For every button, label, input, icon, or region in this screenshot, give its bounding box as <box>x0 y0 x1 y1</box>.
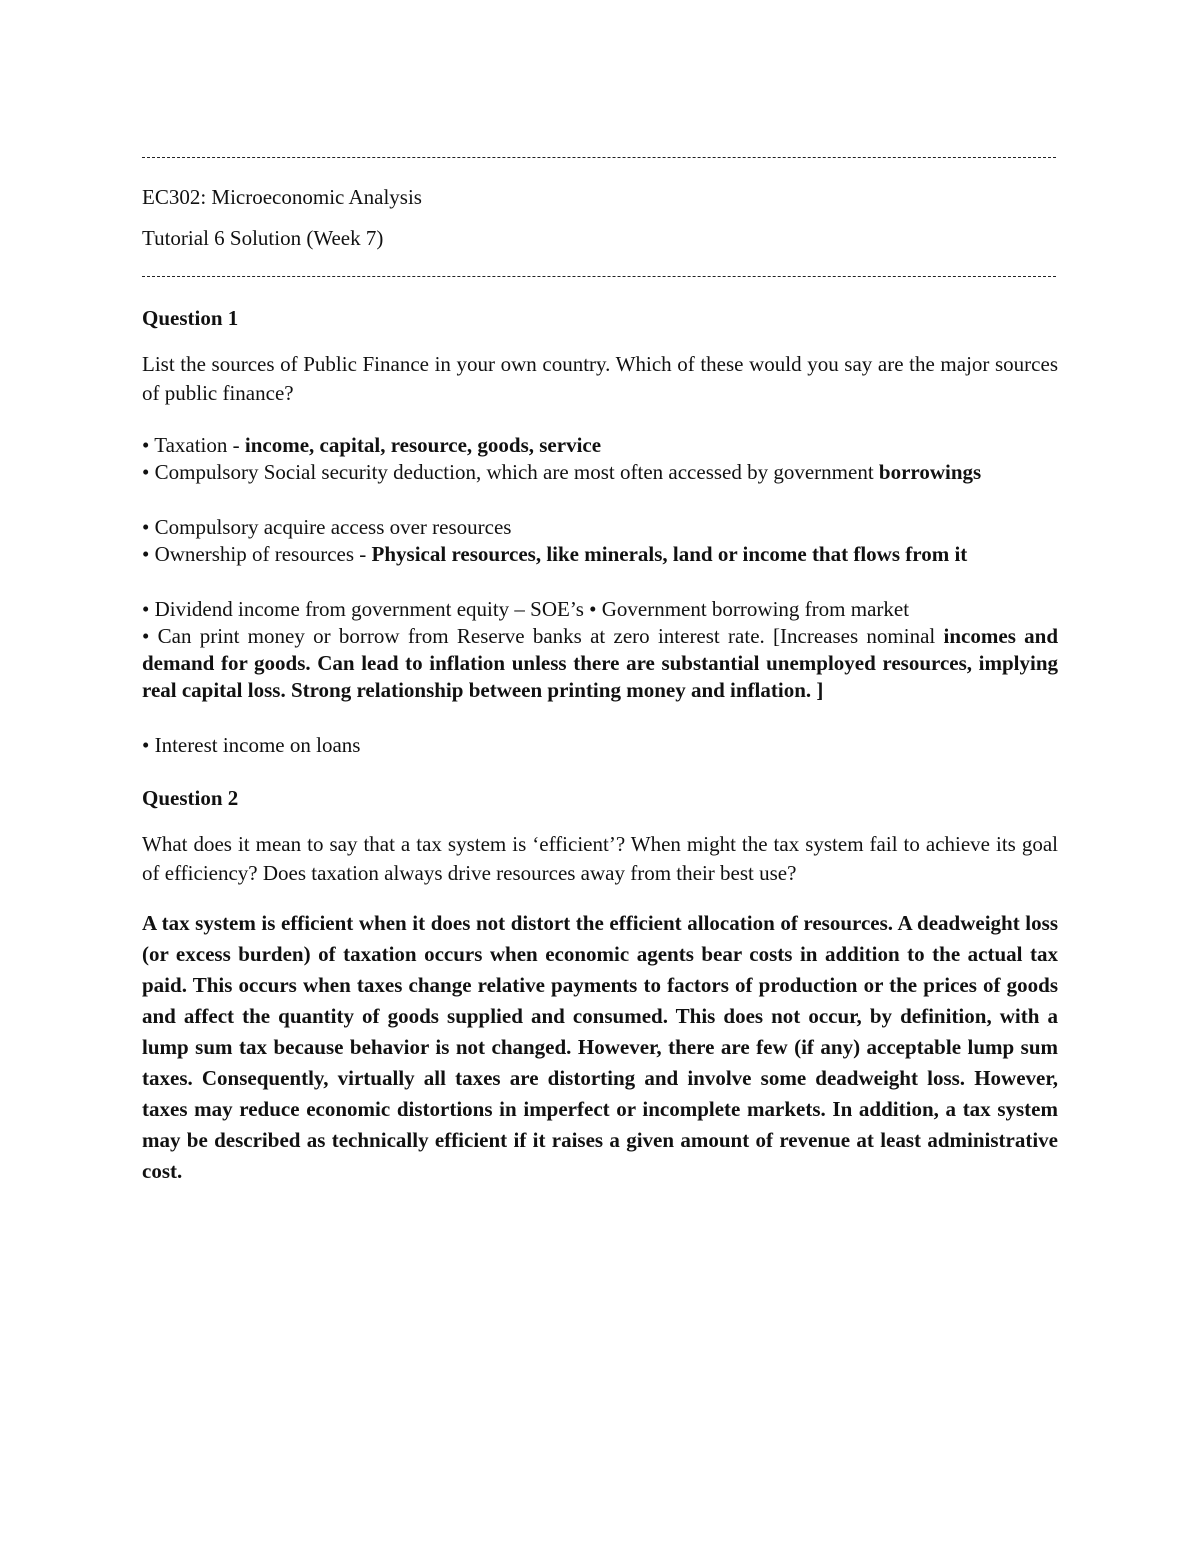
bottom-dashed-divider <box>142 276 1056 277</box>
question-2-answer: A tax system is efficient when it does not distort the efficient allocation of resources. A deadweight loss (or excess burden) of taxation occurs when economic agents bear costs in addition to the actual tax paid. This occurs when taxes change relative payments to factors of production or the prices of goods and affect the quantity of goods supplied and consumed. This does not occur, by definition, with a lump sum tax because behavior is not changed. However, there are few (if any) acceptable lump sum taxes. Consequently, virtually all taxes are distorting and involve some deadweight loss. However, taxes may reduce economic distortions in imperfect or incomplete markets. In addition, a tax system may be described as technically efficient if it raises a given amount of revenue at least administrative cost. <box>142 911 1058 1183</box>
list-item-lead: • Taxation - <box>142 433 245 457</box>
list-item-detail: income, capital, resource, goods, service <box>244 433 602 457</box>
list-item <box>142 459 1058 486</box>
list-item-detail: borrowings <box>878 460 982 484</box>
list-item <box>142 432 1058 459</box>
list-item-lead: • Can print money or borrow from Reserve banks at zero interest rate. [Increases nominal <box>142 624 944 648</box>
list-item <box>142 732 1058 759</box>
list-item-lead: • Compulsory acquire access over resources <box>142 515 512 539</box>
list-item-detail: Physical resources, like minerals, land or income that flows from it <box>371 542 968 566</box>
question-2-heading: Question 2 <box>142 786 239 810</box>
question-1-prompt: List the sources of Public Finance in your own country. Which of these would you say are the major sources of public finance? <box>142 352 1058 405</box>
list-item <box>142 596 1058 623</box>
question-1-heading: Question 1 <box>142 306 239 330</box>
list-item-lead: • Interest income on loans <box>142 733 361 757</box>
question-2-prompt: What does it mean to say that a tax system is ‘efficient’? When might the tax system fail to achieve its goal of efficiency? Does taxation always drive resources away from their best use? <box>142 832 1058 885</box>
course-title: EC302: Microeconomic Analysis <box>142 185 422 209</box>
list-item-lead: • Dividend income from government equity – SOE’s • Government borrowing from market <box>142 597 910 621</box>
list-item <box>142 514 1058 541</box>
tutorial-title: Tutorial 6 Solution (Week 7) <box>142 226 384 250</box>
list-item-lead: • Ownership of resources - <box>142 542 372 566</box>
list-item-detail: incomes and demand for goods. Can lead to inflation unless there are substantial unemployed resources, implying real capital loss. Strong relationship between printing money and inflation. ] <box>142 624 1059 703</box>
list-item-lead: • Compulsory Social security deduction, which are most often accessed by government <box>142 460 879 484</box>
list-item <box>142 623 1058 705</box>
list-item <box>142 541 1058 568</box>
top-dashed-divider <box>142 157 1056 158</box>
